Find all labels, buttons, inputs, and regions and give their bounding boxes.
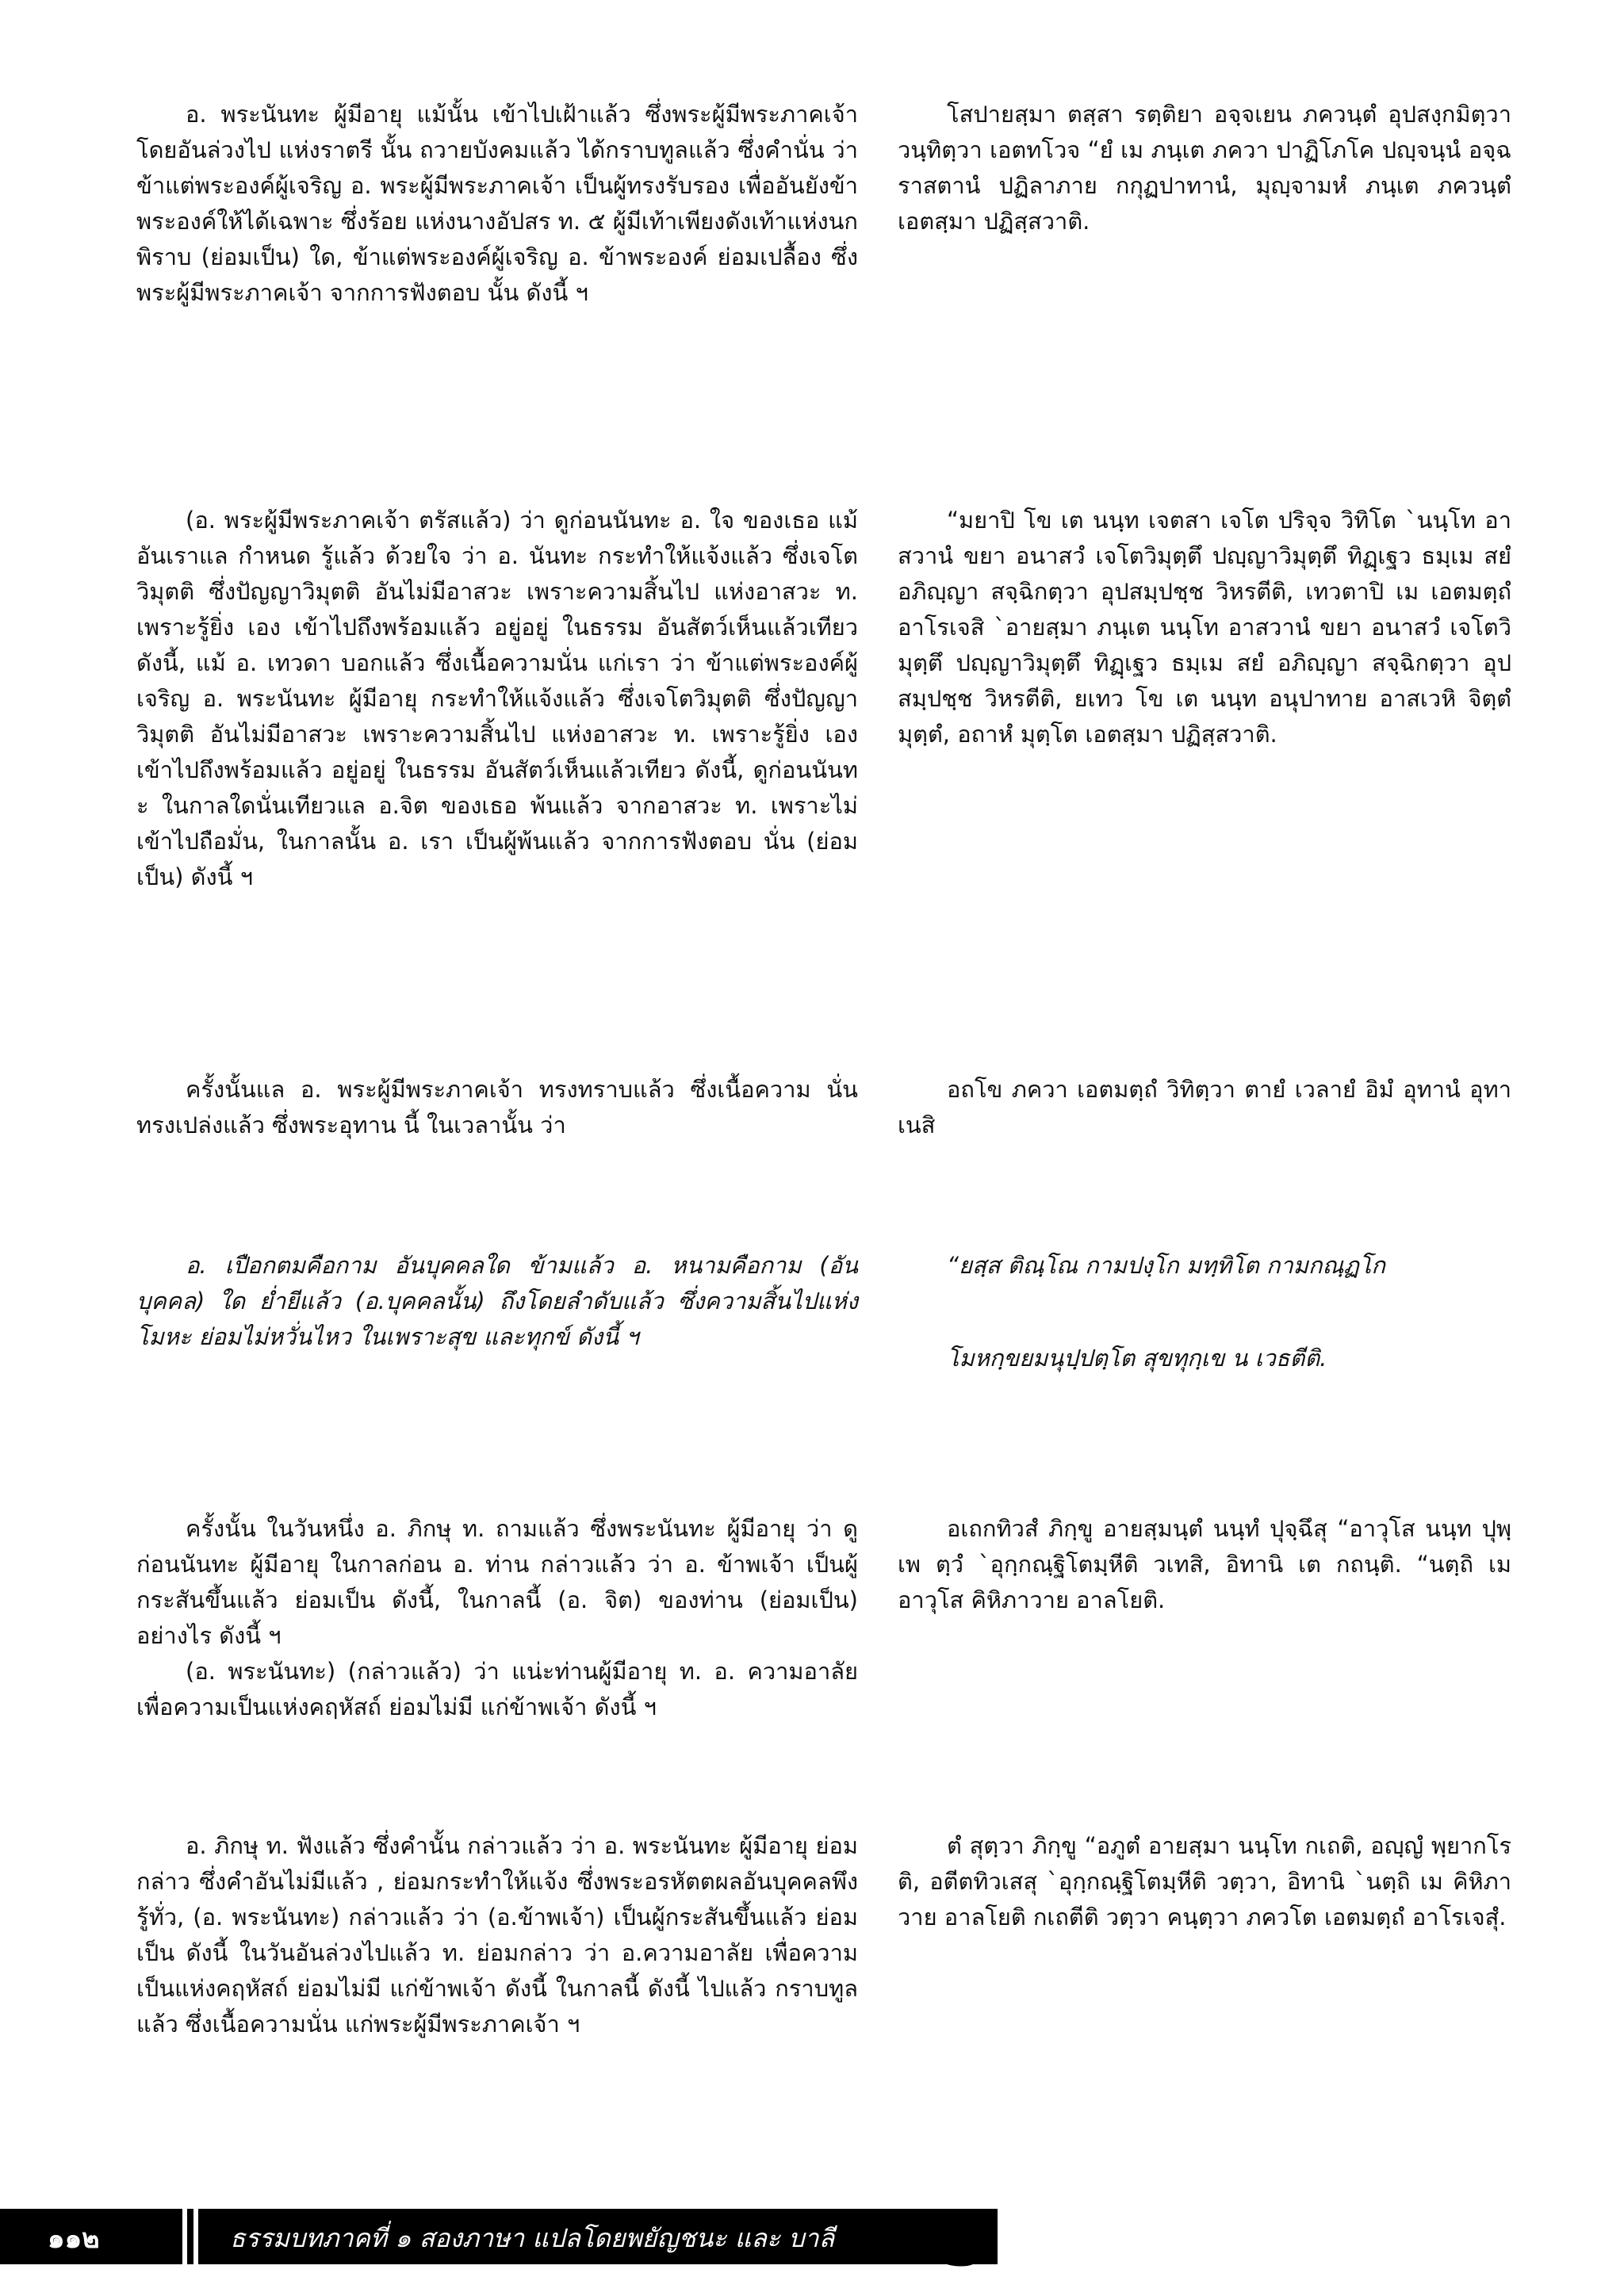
- pali-paragraph: อถโข ภควา เอตมตฺถํ วิทิตฺวา ตายํ เวลายํ อิมํ อุทานํ อุทาเนสิ: [898, 1076, 1511, 1138]
- footer-book-title: ธรรมบทภาคที่ ๑ สองภาษา แปลโดยพยัญชนะ และ บาลี: [230, 2223, 835, 2253]
- thai-paragraph: (อ. พระนันทะ) (กล่าวแล้ว) ว่า แน่ะท่านผู้มีอายุ ท. อ. ความอาลัย เพื่อความเป็นแห่งคฤหัสถ์ ย่อมไม่มี แก่ข้าพเจ้า ดังนี้ ฯ: [136, 1658, 858, 1720]
- thai-translation-column: [136, 1828, 858, 2042]
- pali-verse-line: โมหกฺขยมนุปฺปตฺโต สุขทุกฺเข น เวธตีติ.: [947, 1345, 1327, 1372]
- pali-verse: [898, 1248, 1511, 1376]
- thai-paragraph: อ. ภิกษุ ท. ฟังแล้ว ซึ่งคำนั้น กล่าวแล้ว ว่า อ. พระนันทะ ผู้มีอายุ ย่อมกล่าว ซึ่งคำอันไม่มีแล้ว , ย่อมกระทำให้แจ้ง ซึ่งพระอรหัตตผลอันบุคคลพึงรู้ทั่ว, (อ. พระนันทะ) กล่าวแล้ว ว่า (อ.ข้าพเจ้า) เป็นผู้กระสันขึ้นแล้ว ย่อมเป็น ดังนี้ ในวันอันล่วงไปแล้ว ท. ย่อมกล่าว ว่า อ.ความอาลัย เพื่อความเป็นแห่งคฤหัสถ์ ย่อมไม่มี แก่ข้าพเจ้า ดังนี้ ในกาลนี้ ดังนี้ ไปแล้ว กราบทูลแล้ว ซึ่งเนื้อความนั่น แก่พระผู้มีพระภาคเจ้า ฯ: [136, 1832, 858, 2038]
- pali-paragraph: ตํ สุตฺวา ภิกฺขู “อภูตํ อายสฺมา นนฺโท กเถติ, อญฺญํ พฺยากโรติ, อตีตทิวเสสุ `อุกฺกณฺฐิโตมฺหีติ วตฺวา, อิทานิ `นตฺถิ เม คิหิภาวาย อาลโยติ กเถตีติ วตฺวา คนฺตฺวา ภควโต เอตมตฺถํ อาโรเจสุํ.: [898, 1832, 1511, 1931]
- thai-paragraph: อ. พระนันทะ ผู้มีอายุ แม้นั้น เข้าไปเฝ้าแล้ว ซึ่งพระผู้มีพระภาคเจ้า โดยอันล่วงไป แห่งราตรี นั้น ถวายบังคมแล้ว ได้กราบทูลแล้ว ซึ่งคำนั่น ว่า ข้าแต่พระองค์ผู้เจริญ อ. พระผู้มีพระภาคเจ้า เป็นผู้ทรงรับรอง เพื่ออันยังข้าพระองค์ให้ได้เฉพาะ ซึ่งร้อย แห่งนางอัปสร ท. ๕ ผู้มีเท้าเพียงดังเท้าแห่งนกพิราบ (ย่อมเป็น) ใด, ข้าแต่พระองค์ผู้เจริญ อ. ข้าพระองค์ ย่อมเปลื้อง ซึ่งพระผู้มีพระภาคเจ้า จากการฟังตอบ นั้น ดังนี้ ฯ: [136, 101, 858, 306]
- pali-column: [898, 1828, 1511, 1935]
- thai-translation-column: [136, 1248, 858, 1355]
- thai-verse-translation: อ. เปือกตมคือกาม อันบุคคลใด ข้ามแล้ว อ. หนามคือกาม (อันบุคคล) ใด ย่ำยีแล้ว (อ.บุคคลนั้น) ถึงโดยลำดับแล้ว ซึ่งความสิ้นไปแห่งโมหะ ย่อมไม่หวั่นไหว ในเพราะสุข และทุกข์ ดังนี้ ฯ: [136, 1252, 858, 1350]
- page-footer: [0, 2202, 1624, 2271]
- footer-separator: [182, 2209, 187, 2264]
- page-number: ๑๑๒: [48, 2223, 100, 2255]
- pali-paragraph: โสปายสฺมา ตสฺสา รตฺติยา อจฺจเยน ภควนฺตํ อุปสงฺกมิตฺวา วนฺทิตฺวา เอตทโวจ “ยํ เม ภนฺเต ภควา ปาฏิโภโค ปญฺจนฺนํ อจฺฉราสตานํ ปฏิลาภาย กกุฏปาทานํ, มุญฺจามหํ ภนฺเต ภควนฺตํ เอตสฺมา ปฏิสฺสวาติ.: [898, 101, 1511, 235]
- thai-translation-column: [136, 1511, 858, 1725]
- pali-verse-line: “ยสฺส ติณฺโณ กามปงฺโก มทฺทิโต กามกณฺฏโก: [947, 1252, 1385, 1279]
- pali-column: [898, 1511, 1511, 1618]
- ornament-curl-icon: [912, 2202, 999, 2271]
- footer-separator: [193, 2209, 198, 2264]
- pali-column: [898, 1072, 1511, 1143]
- pali-column: [898, 503, 1511, 752]
- thai-translation-column: [136, 503, 858, 895]
- thai-paragraph: ครั้งนั้น ในวันหนึ่ง อ. ภิกษุ ท. ถามแล้ว ซึ่งพระนันทะ ผู้มีอายุ ว่า ดูก่อนนันทะ ผู้มีอายุ ในกาลก่อน อ. ท่าน กล่าวแล้ว ว่า อ. ข้าพเจ้า เป็นผู้กระสันขึ้นแล้ว ย่อมเป็น ดังนี้, ในกาลนี้ (อ. จิต) ของท่าน (ย่อมเป็น) อย่างไร ดังนี้ ฯ: [136, 1515, 858, 1649]
- thai-translation-column: [136, 97, 858, 311]
- pali-paragraph: “มยาปิ โข เต นนฺท เจตสา เจโต ปริจฺจ วิทิโต `นนฺโท อาสวานํ ขยา อนาสวํ เจโตวิมุตฺตึ ปญฺญาวิมุตฺตึ ทิฏฺเฐว ธมฺเม สยํ อภิญฺญา สจฺฉิกตฺวา อุปสมฺปชฺช วิหรตีติ, เทวตาปิ เม เอตมตฺถํ อาโรเจสิ `อายสฺมา ภนฺเต นนฺโท อาสวานํ ขยา อนาสวํ เจโตวิมุตฺตึ ปญฺญาวิมุตฺตึ ทิฏฺเฐว ธมฺเม สยํ อภิญฺญา สจฺฉิกตฺวา อุปสมฺปชฺช วิหรตีติ, ยเทว โข เต นนฺท อนุปาทาย อาสเวหิ จิตฺตํ มุตฺตํ, อถาหํ มุตฺโต เอตสฺมา ปฏิสฺสวาติ.: [898, 507, 1511, 748]
- thai-translation-column: [136, 1072, 858, 1143]
- pali-paragraph: อเถกทิวสํ ภิกฺขู อายสฺมนฺตํ นนฺทํ ปุจฺฉึสุ “อาวุโส นนฺท ปุพฺเพ ตฺวํ `อุกฺกณฺฐิโตมฺหีติ วเทสิ, อิทานิ เต กถนฺติ. “นตฺถิ เม อาวุโส คิหิภาวาย อาลโยติ.: [898, 1515, 1511, 1613]
- thai-paragraph: ครั้งนั้นแล อ. พระผู้มีพระภาคเจ้า ทรงทราบแล้ว ซึ่งเนื้อความ นั่น ทรงเปล่งแล้ว ซึ่งพระอุทาน นี้ ในเวลานั้น ว่า: [136, 1076, 858, 1138]
- pali-column: [898, 1248, 1511, 1376]
- thai-paragraph: (อ. พระผู้มีพระภาคเจ้า ตรัสแล้ว) ว่า ดูก่อนนันทะ อ. ใจ ของเธอ แม้อันเราแล กำหนด รู้แล้ว ด้วยใจ ว่า อ. นันทะ กระทำให้แจ้งแล้ว ซึ่งเจโตวิมุตติ ซึ่งปัญญาวิมุตติ อันไม่มีอาสวะ เพราะความสิ้นไป แห่งอาสวะ ท. เพราะรู้ยิ่ง เอง เข้าไปถึงพร้อมแล้ว อยู่อยู่ ในธรรม อันสัตว์เห็นแล้วเทียว ดังนี้, แม้ อ. เทวดา บอกแล้ว ซึ่งเนื้อความนั่น แก่เรา ว่า ข้าแต่พระองค์ผู้เจริญ อ. พระนันทะ ผู้มีอายุ กระทำให้แจ้งแล้ว ซึ่งเจโตวิมุตติ ซึ่งปัญญาวิมุตติ อันไม่มีอาสวะ เพราะความสิ้นไป แห่งอาสวะ ท. เพราะรู้ยิ่ง เอง เข้าไปถึงพร้อมแล้ว อยู่อยู่ ในธรรม อันสัตว์เห็นแล้วเทียว ดังนี้, ดูก่อนนันทะ ในกาลใดนั่นเทียวแล อ.จิต ของเธอ พ้นแล้ว จากอาสวะ ท. เพราะไม่เข้าไปถือมั่น, ในกาลนั้น อ. เรา เป็นผู้พ้นแล้ว จากการฟังตอบ นั่น (ย่อมเป็น) ดังนี้ ฯ: [136, 507, 858, 890]
- pali-column: [898, 97, 1511, 239]
